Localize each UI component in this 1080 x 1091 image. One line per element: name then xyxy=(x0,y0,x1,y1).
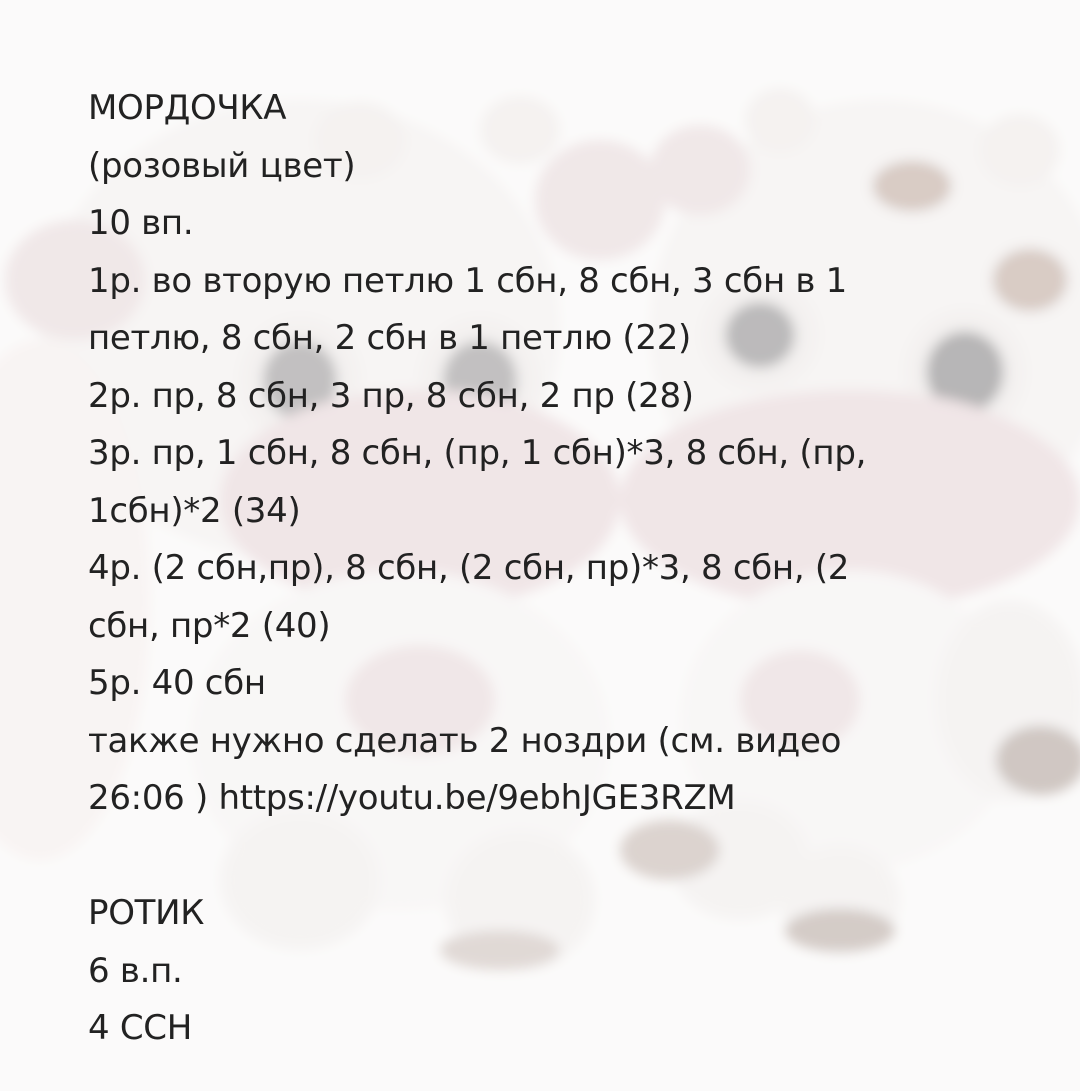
pattern-line: 4р. (2 сбн,пр), 8 сбн, (2 сбн, пр)*3, 8 сбн, (2 xyxy=(88,548,850,588)
pattern-line: 1сбн)*2 (34) xyxy=(88,490,301,531)
section-title-mouth: РОТИК xyxy=(88,893,205,933)
pattern-line: 4 ССН xyxy=(88,1008,192,1048)
section-title-muzzle: МОРДОЧКА xyxy=(88,88,287,128)
pattern-line: 2р. пр, 8 сбн, 3 пр, 8 сбн, 2 пр (28) xyxy=(88,375,694,416)
section-spacer xyxy=(88,828,1048,886)
pattern-line: 1р. во вторую петлю 1 сбн, 8 сбн, 3 сбн в 1 xyxy=(88,260,847,301)
pattern-line: (розовый цвет) xyxy=(88,145,356,186)
pattern-line: сбн, пр*2 (40) xyxy=(88,605,331,646)
pattern-line: также нужно сделать 2 ноздри (см. видео xyxy=(88,720,842,761)
pattern-line: 10 вп. xyxy=(88,203,194,243)
pattern-text xyxy=(88,80,1048,1058)
pattern-line: петлю, 8 сбн, 2 сбн в 1 петлю (22) xyxy=(88,318,691,358)
pattern-line: 6 в.п. xyxy=(88,950,183,991)
pattern-line-with-video-link: 26:06 ) https://youtu.be/9ebhJGE3RZM xyxy=(88,778,736,818)
pattern-line: 3р. пр, 1 сбн, 8 сбн, (пр, 1 сбн)*3, 8 сбн, (пр, xyxy=(88,433,867,473)
pattern-line: 5р. 40 сбн xyxy=(88,663,266,703)
